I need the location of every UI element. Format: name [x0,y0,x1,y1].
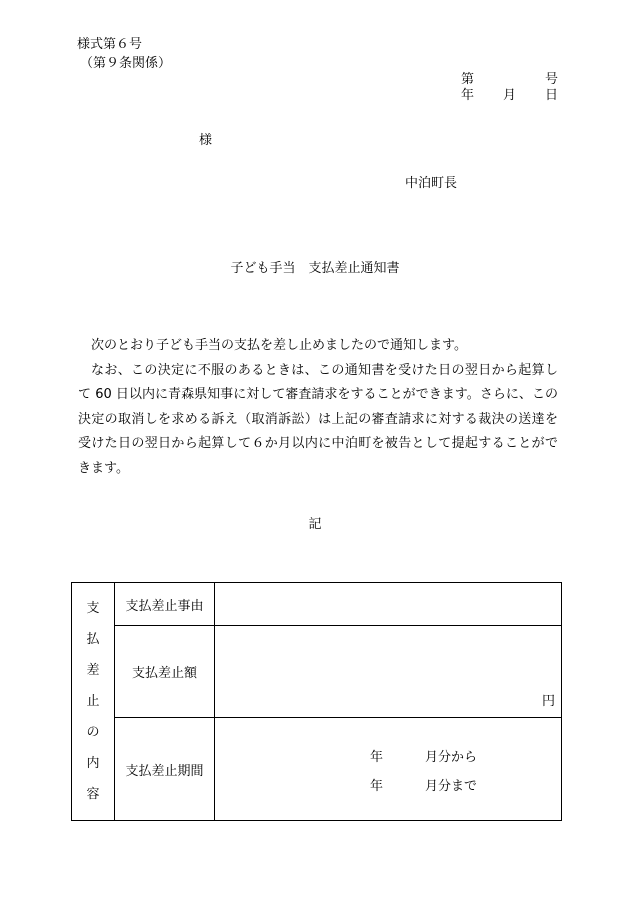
vertical-char: 差 [86,663,100,678]
vertical-char: 内 [86,756,100,771]
reason-row [72,583,562,626]
vertical-char: 止 [86,694,100,709]
sender-name: 中泊町長 [405,176,458,191]
form-relation: （第９条関係） [80,56,172,71]
amount-label: 支払差止額 [115,626,215,718]
amount-row [72,626,562,718]
period-row [72,718,562,821]
period-value-cell[interactable] [215,718,562,821]
body-paragraph-1: 次のとおり子ども手当の支払を差し止めましたので通知します。 [91,338,467,353]
vertical-char: 支 [86,601,100,616]
vertical-char: 容 [86,787,100,802]
vertical-char: の [86,725,100,740]
reason-value-cell[interactable] [215,583,562,626]
form-number: 様式第６号 [77,37,143,52]
period-from-month: 月分から [425,750,478,765]
ki-heading: 記 [308,517,322,532]
period-label: 支払差止期間 [115,718,215,821]
period-from [370,746,477,765]
date-month: 月 [502,88,516,103]
document-date [461,88,558,104]
addressee-honorific: 様 [199,133,213,148]
period-to-year: 年 [370,779,384,794]
period-to-month: 月分まで [425,779,478,794]
date-year: 年 [461,88,475,103]
amount-value-cell[interactable] [215,626,562,718]
body-text [78,334,558,481]
vertical-char: 払 [86,632,100,647]
amount-unit: 円 [541,694,555,709]
period-from-year: 年 [370,750,384,765]
body-paragraph-2: なお、この決定に不服のあるときは、この通知書を受けた日の翌日から起算して 60 日以内に青森県知事に対して審査請求をすることができます。さらに、この決定の取消しを求める訴え（取消訴訟）は上記の審査請求に対する裁決の送達を受けた日の翌日から起算して６か月以内に中泊町を被告として提起することができます。 [78,362,558,476]
vertical-header-cell [72,583,115,821]
doc-number-suffix: 号 [544,72,558,87]
period-to [370,775,477,794]
doc-number-prefix: 第 [461,72,475,87]
detail-table [71,582,562,821]
date-day: 日 [544,88,558,103]
document-number [461,72,558,88]
reason-label: 支払差止事由 [115,583,215,626]
document-title: 子ども手当 支払差止通知書 [230,261,400,276]
